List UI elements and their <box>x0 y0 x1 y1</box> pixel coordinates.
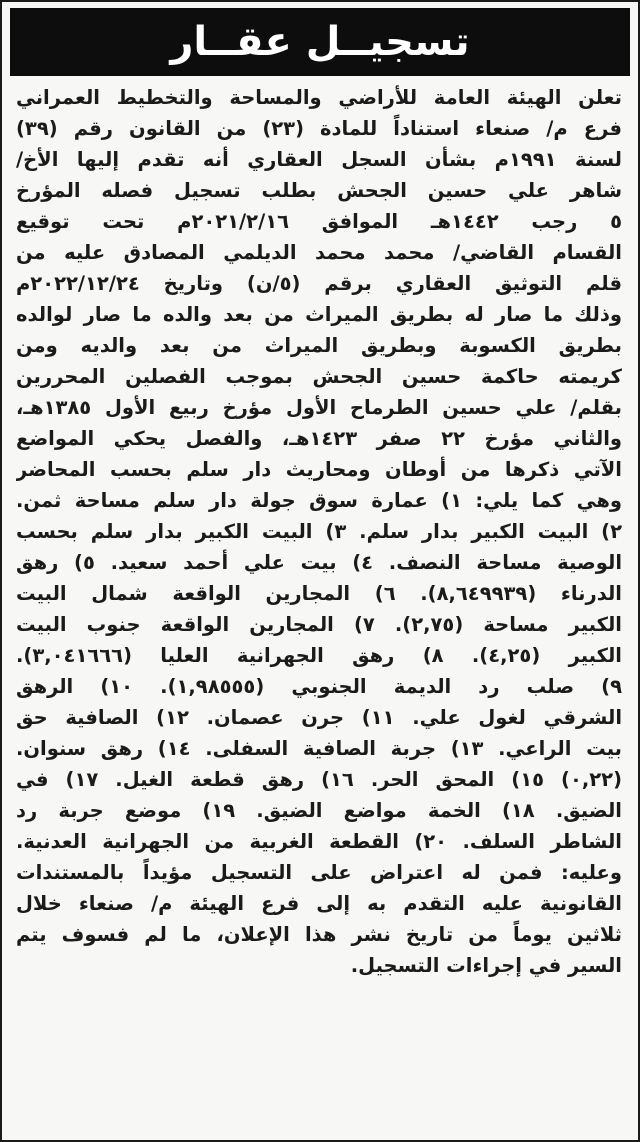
notice-title: تسجيــل عقــار <box>170 19 470 65</box>
notice-line: القسام القاضي/ محمد محمد الديلمي المصادق عليه من <box>16 241 622 264</box>
notice-line: السير في إجراءات التسجيل. <box>350 954 622 977</box>
notice-line: والثاني مؤرخ ٢٢ صفر ١٤٢٣هـ، والفصل يحكي المواضع <box>16 427 622 450</box>
notice-line: فرع م/ صنعاء استناداً للمادة (٢٣) من القانون رقم (٣٩) <box>16 117 622 140</box>
notice-line: القانونية عليه التقدم به إلى فرع الهيئة م/ صنعاء خلال <box>16 892 622 915</box>
notice-line: الكبير مساحة (٢,٧٥). ٧) المجارين الواقعة جنوب البيت <box>16 613 622 636</box>
notice-line: الضيق. ١٨) الخمة مواضع الضيق. ١٩) موضع جربة رد <box>16 799 622 822</box>
notice-line: الشاطر السلف. ٢٠) القطعة الغربية من الجهرانية العدنية. <box>16 830 622 853</box>
notice-line: وهي كما يلي: ١) عمارة سوق جولة دار سلم مساحة ثمن. <box>16 489 622 512</box>
notice-line: شاهر علي حسين الجحش بطلب تسجيل فصله المؤرخ <box>16 179 622 202</box>
notice-line: كريمته حاكمة حسين الجحش بموجب الفصلين المحررين <box>16 365 622 388</box>
notice-header <box>10 8 630 76</box>
notice-line: الوصية مساحة النصف. ٤) بيت علي أحمد سعيد. ٥) رهق <box>16 551 622 574</box>
notice-line: بيت الراعي. ١٣) جربة الصافية السفلى. ١٤) رهق سنوان. <box>16 737 622 760</box>
notice-line: ثلاثين يوماً من تاريخ نشر هذا الإعلان، ما لم فسوف يتم <box>16 923 622 946</box>
notice-line: (٠,٢٢) ١٥) المحق الحر. ١٦) رهق قطعة الغيل. ١٧) في <box>16 768 622 791</box>
notice-line: ٢) البيت الكبير بدار سلم. ٣) البيت الكبير بدار سلم بحسب <box>16 520 622 543</box>
notice-line: وعليه: فمن له اعتراض على التسجيل مؤيداً بالمستندات <box>16 861 622 884</box>
notice-line: قلم التوثيق العقاري برقم (٥/ن) وتاريخ ٢٠٢٢/١٢/٢٤م <box>16 272 622 295</box>
notice-body <box>16 82 622 1134</box>
notice-line: ٩) صلب رد الديمة الجنوبي (١,٩٨٥٥٥). ١٠) الرهق <box>16 675 622 698</box>
notice-line: الشرقي لغول علي. ١١) جرن عصمان. ١٢) الصافية حق <box>16 706 622 729</box>
notice-line: ٥ رجب ١٤٤٢هـ الموافق ٢٠٢١/٢/١٦م تحت توقيع <box>16 210 622 233</box>
notice-line: بطريق الكسوبة وبطريق الميراث من بعد والديه ومن <box>16 334 622 357</box>
notice-line: الآتي ذكرها من أوطان ومحاريث دار سلم بحسب المحاضر <box>16 458 622 481</box>
notice-line: الدرناء (٨,٦٤٩٩٣٩). ٦) المجارين الواقعة شمال البيت <box>16 582 622 605</box>
notice-line: وذلك ما صار له بطريق الميراث من بعد والده ما صار لوالده <box>16 303 622 326</box>
notice-line: تعلن الهيئة العامة للأراضي والمساحة والتخطيط العمراني <box>16 86 622 109</box>
notice-line: لسنة ١٩٩١م بشأن السجل العقاري أنه تقدم إليها الأخ/ <box>16 148 622 171</box>
notice-line: الكبير (٤,٢٥). ٨) رهق الجهرانية العليا (٣,٠٤١٦٦٦). <box>16 644 622 667</box>
notice-line: بقلم/ علي حسين الطرماح الأول مؤرخ ربيع الأول ١٣٨٥هـ، <box>16 396 622 419</box>
